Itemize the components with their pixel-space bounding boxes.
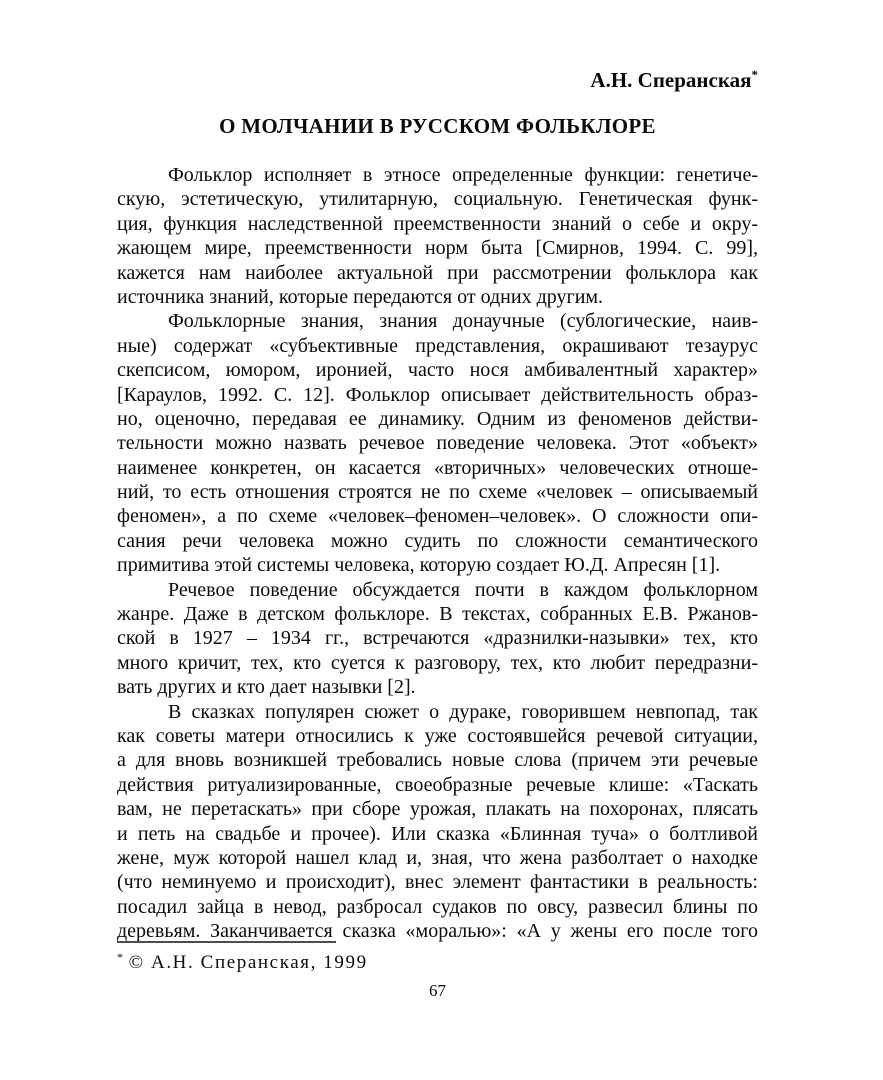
text-line: скепсисом, юмором, иронией, часто нося амбивалентный характер»	[117, 359, 758, 382]
footnote-text: © А.Н. Сперанская, 1999	[128, 952, 368, 973]
paragraph	[117, 163, 758, 309]
text-line: наименее конкретен, он касается «вторичных» человеческих отноше-	[117, 456, 758, 479]
author-footnote-mark: *	[751, 67, 758, 82]
text-line: Фольклорные знания, знания донаучные (сублогические, наив-	[168, 310, 758, 333]
page-content	[117, 68, 758, 944]
text-line: а для вновь возникшей требовались новые слова (причем эти речевые	[117, 749, 758, 772]
text-line: сания речи человека можно судить по сложности семантического	[117, 529, 758, 552]
text-line: [Караулов, 1992. С. 12]. Фольклор описывает действительность образ-	[117, 383, 758, 406]
text-line: Фольклор исполняет в этносе определенные функции: генетиче-	[168, 164, 758, 186]
text-line: ской в 1927 – 1934 гг., встречаются «дразнилки-назывки» тех, кто	[117, 627, 758, 650]
text-line: деревьям. Заканчивается сказка «моралью»: «А у жены его после того	[117, 920, 758, 943]
text-line: ные) содержат «субъективные представления, окрашивают тезаурус	[117, 334, 758, 357]
text-line: жене, муж которой нашел клад и, зная, что жена разболтает о находке	[117, 846, 758, 869]
text-line: источника знаний, которые передаются от одних другим.	[117, 285, 604, 308]
text-line: жающем мире, преемственности норм быта [Смирнов, 1994. С. 99],	[117, 237, 758, 260]
footnote-separator-rule	[117, 941, 336, 943]
footnote-area	[117, 941, 758, 974]
text-line: вать других и кто дает назывки [2].	[117, 676, 416, 699]
footnote	[117, 951, 758, 974]
author-name: А.Н. Сперанская	[590, 68, 752, 92]
page-number: 67	[429, 981, 446, 1000]
author-line	[117, 68, 758, 93]
text-line: ция, функция наследственной преемственности знаний о себе и окру-	[117, 212, 758, 235]
text-line: жанре. Даже в детском фольклоре. В текстах, собранных Е.В. Ржанов-	[117, 603, 758, 626]
text-line: действия ритуализированные, своеобразные речевые клише: «Таскать	[117, 773, 758, 796]
text-line: Речевое поведение обсуждается почти в каждом фольклорном	[168, 578, 758, 601]
paragraph	[117, 578, 758, 700]
article-body	[117, 163, 758, 944]
page-title: О МОЛЧАНИИ В РУССКОМ ФОЛЬКЛОРЕ	[219, 114, 656, 138]
footnote-mark: *	[117, 949, 125, 964]
text-line: примитива этой системы человека, которую создает Ю.Д. Апресян [1].	[117, 554, 721, 577]
text-line: тельности можно назвать речевое поведение человека. Этот «объект»	[117, 432, 758, 455]
text-line: скую, эстетическую, утилитарную, социальную. Генетическая функ-	[117, 188, 758, 211]
text-line: ний, то есть отношения строятся не по схеме «человек – описываемый	[117, 481, 758, 504]
paragraph	[117, 700, 758, 944]
paragraph	[117, 309, 758, 577]
text-line: вам, не перетаскать» при сборе урожая, плакать на похоронах, плясать	[117, 798, 758, 821]
text-line: но, оценочно, передавая ее динамику. Одним из феноменов действи-	[117, 407, 758, 430]
text-line: феномен», а по схеме «человек–феномен–человек». О сложности опи-	[117, 505, 758, 528]
text-line: много кричит, тех, кто суется к разговору, тех, кто любит передразни-	[117, 651, 758, 674]
text-line: кажется нам наиболее актуальной при рассмотрении фольклора как	[117, 261, 758, 284]
text-line: как советы матери относились к уже состоявшейся речевой ситуации,	[117, 724, 758, 747]
text-line: посадил зайца в невод, разбросал судаков по овсу, развесил блины по	[117, 895, 758, 918]
text-line: и петь на свадьбе и прочее). Или сказка «Блинная туча» о болтливой	[117, 822, 758, 845]
text-line: (что неминуемо и происходит), внес элемент фантастики в реальность:	[117, 871, 758, 894]
text-line: В сказках популярен сюжет о дураке, говорившем невпопад, так	[168, 700, 758, 723]
